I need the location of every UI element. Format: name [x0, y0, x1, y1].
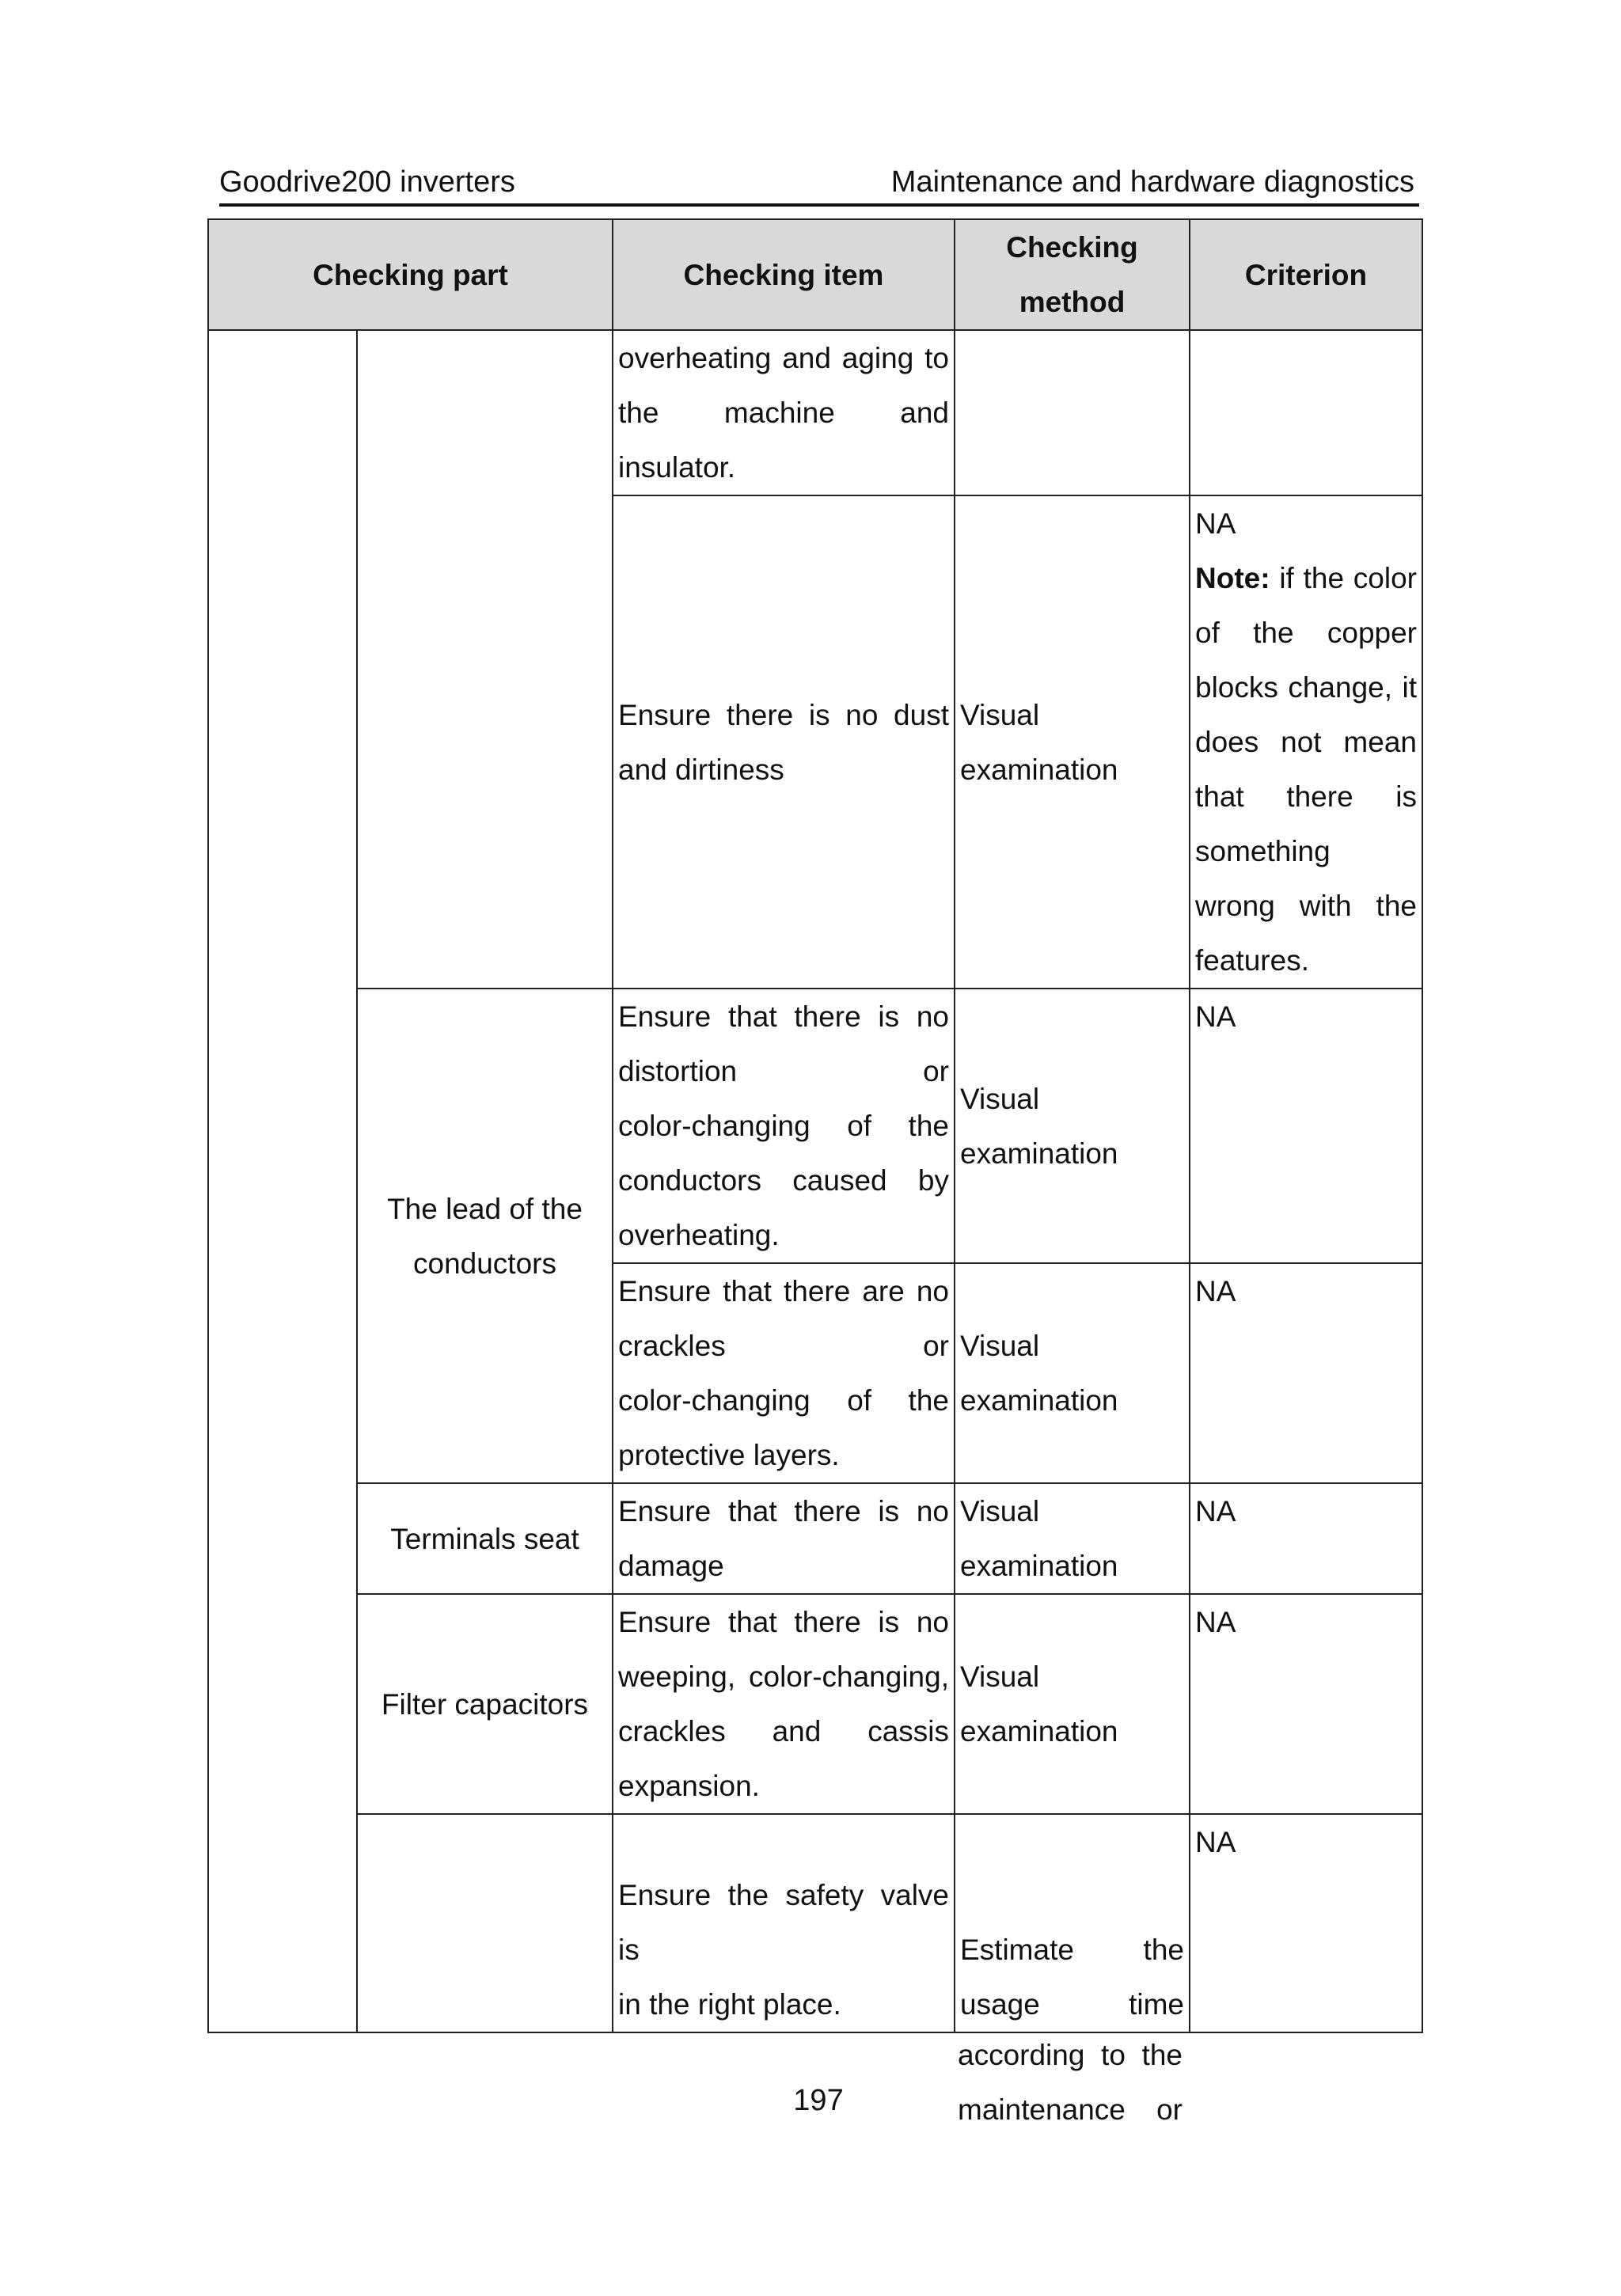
- item-line: Ensure that there is no: [618, 1606, 949, 1638]
- page-number: 197: [793, 2084, 844, 2117]
- table-row: [208, 1483, 1422, 1594]
- note-text: something: [1195, 835, 1331, 867]
- item-line: crackles or: [618, 1330, 949, 1362]
- item-line: overheating and aging to: [618, 342, 949, 374]
- running-header-section: Maintenance and hardware diagnostics: [890, 165, 1414, 199]
- criterion-value: NA: [1195, 1000, 1236, 1033]
- note-text: does not mean: [1195, 726, 1417, 758]
- table-row: [208, 1594, 1422, 1814]
- checking-table: [207, 218, 1423, 2033]
- table-row: [208, 1814, 1422, 2032]
- item-cell: [613, 1483, 955, 1594]
- criterion-cell: [1190, 1483, 1422, 1594]
- table-header-row: [208, 219, 1422, 330]
- method-line: examination: [960, 1550, 1118, 1582]
- header-method-line1: Checking: [1006, 231, 1138, 264]
- note-text: wrong with the: [1195, 890, 1417, 922]
- item-line: Ensure the safety valve is: [618, 1879, 949, 1966]
- method-cell: [955, 1594, 1190, 1814]
- header-checking-method: [955, 219, 1190, 330]
- item-line: color-changing of the: [618, 1384, 949, 1417]
- header-method-line2: method: [1019, 286, 1126, 318]
- table-row: [208, 330, 1422, 495]
- criterion-cell: [1190, 989, 1422, 1263]
- criterion-value: NA: [1195, 1275, 1236, 1307]
- part-cell: [357, 330, 613, 989]
- method-line: usage time: [960, 1988, 1184, 2021]
- criterion-value: NA: [1195, 1606, 1236, 1638]
- criterion-cell: [1190, 1594, 1422, 1814]
- criterion-cell: [1190, 1814, 1422, 2032]
- item-line: expansion.: [618, 1770, 760, 1802]
- criterion-value: NA: [1195, 507, 1236, 540]
- part-cell: [357, 1814, 613, 2032]
- item-line: weeping, color-changing,: [618, 1660, 949, 1693]
- method-line: Visual: [960, 1495, 1040, 1528]
- method-cell: [955, 495, 1190, 989]
- method-line: Visual: [960, 698, 1040, 731]
- note-text: if the color: [1270, 562, 1417, 594]
- note-text: features.: [1195, 944, 1309, 977]
- item-line: Ensure that there is no: [618, 1000, 949, 1033]
- part-cell: Filter capacitors: [357, 1594, 613, 1814]
- criterion-value: NA: [1195, 1826, 1236, 1858]
- table-row: [208, 989, 1422, 1263]
- item-line: overheating.: [618, 1219, 780, 1251]
- item-cell: [613, 330, 955, 495]
- method-cell: [955, 1483, 1190, 1594]
- method-line: examination: [960, 753, 1118, 786]
- method-line: examination: [960, 1384, 1118, 1417]
- part-cell: The lead of the conductors: [357, 989, 613, 1483]
- item-cell: [613, 1594, 955, 1814]
- note-text: of the copper: [1195, 617, 1417, 649]
- item-line: and dirtiness: [618, 753, 784, 786]
- item-line: in the right place.: [618, 1988, 841, 2021]
- header-checking-item: Checking item: [613, 219, 955, 330]
- item-line: insulator.: [618, 451, 736, 484]
- criterion-cell: [1190, 330, 1422, 495]
- method-line: Visual: [960, 1082, 1040, 1115]
- method-line: Estimate the: [960, 1934, 1184, 1966]
- item-cell: [613, 989, 955, 1263]
- note-text: that there is: [1195, 780, 1417, 813]
- item-line: damage: [618, 1550, 724, 1582]
- method-cell: [955, 330, 1190, 495]
- header-rule: [219, 203, 1419, 207]
- criterion-cell: [1190, 495, 1422, 989]
- item-line: protective layers.: [618, 1439, 840, 1471]
- item-cell: [613, 1814, 955, 2032]
- overflow-line: maintenance or: [958, 2093, 1183, 2126]
- header-checking-part: Checking part: [208, 219, 613, 330]
- item-cell: [613, 495, 955, 989]
- note-text: blocks change, it: [1195, 671, 1417, 704]
- overflow-line: according to the: [958, 2039, 1183, 2071]
- method-line: examination: [960, 1137, 1118, 1170]
- criterion-value: NA: [1195, 1495, 1236, 1528]
- item-line: conductors caused by: [618, 1164, 949, 1197]
- item-line: crackles and cassis: [618, 1715, 949, 1748]
- item-cell: [613, 1263, 955, 1483]
- item-line: distortion or: [618, 1055, 949, 1087]
- method-cell: [955, 1263, 1190, 1483]
- item-line: Ensure that there is no: [618, 1495, 949, 1528]
- item-line: Ensure there is no dust: [618, 698, 949, 731]
- note-label: Note:: [1195, 562, 1270, 594]
- method-cell: [955, 989, 1190, 1263]
- method-line: examination: [960, 1715, 1118, 1748]
- header-criterion: Criterion: [1190, 219, 1422, 330]
- item-line: the machine and: [618, 397, 949, 429]
- method-line: Visual: [960, 1330, 1040, 1362]
- criterion-cell: [1190, 1263, 1422, 1483]
- running-header-title: Goodrive200 inverters: [219, 165, 515, 199]
- item-line: color-changing of the: [618, 1110, 949, 1142]
- item-line: Ensure that there are no: [618, 1275, 949, 1307]
- outer-part-cell: [208, 330, 357, 2032]
- method-line: Visual: [960, 1660, 1040, 1693]
- method-cell: [955, 1814, 1190, 2032]
- part-cell: Terminals seat: [357, 1483, 613, 1594]
- method-overflow-text: [958, 2028, 1183, 2137]
